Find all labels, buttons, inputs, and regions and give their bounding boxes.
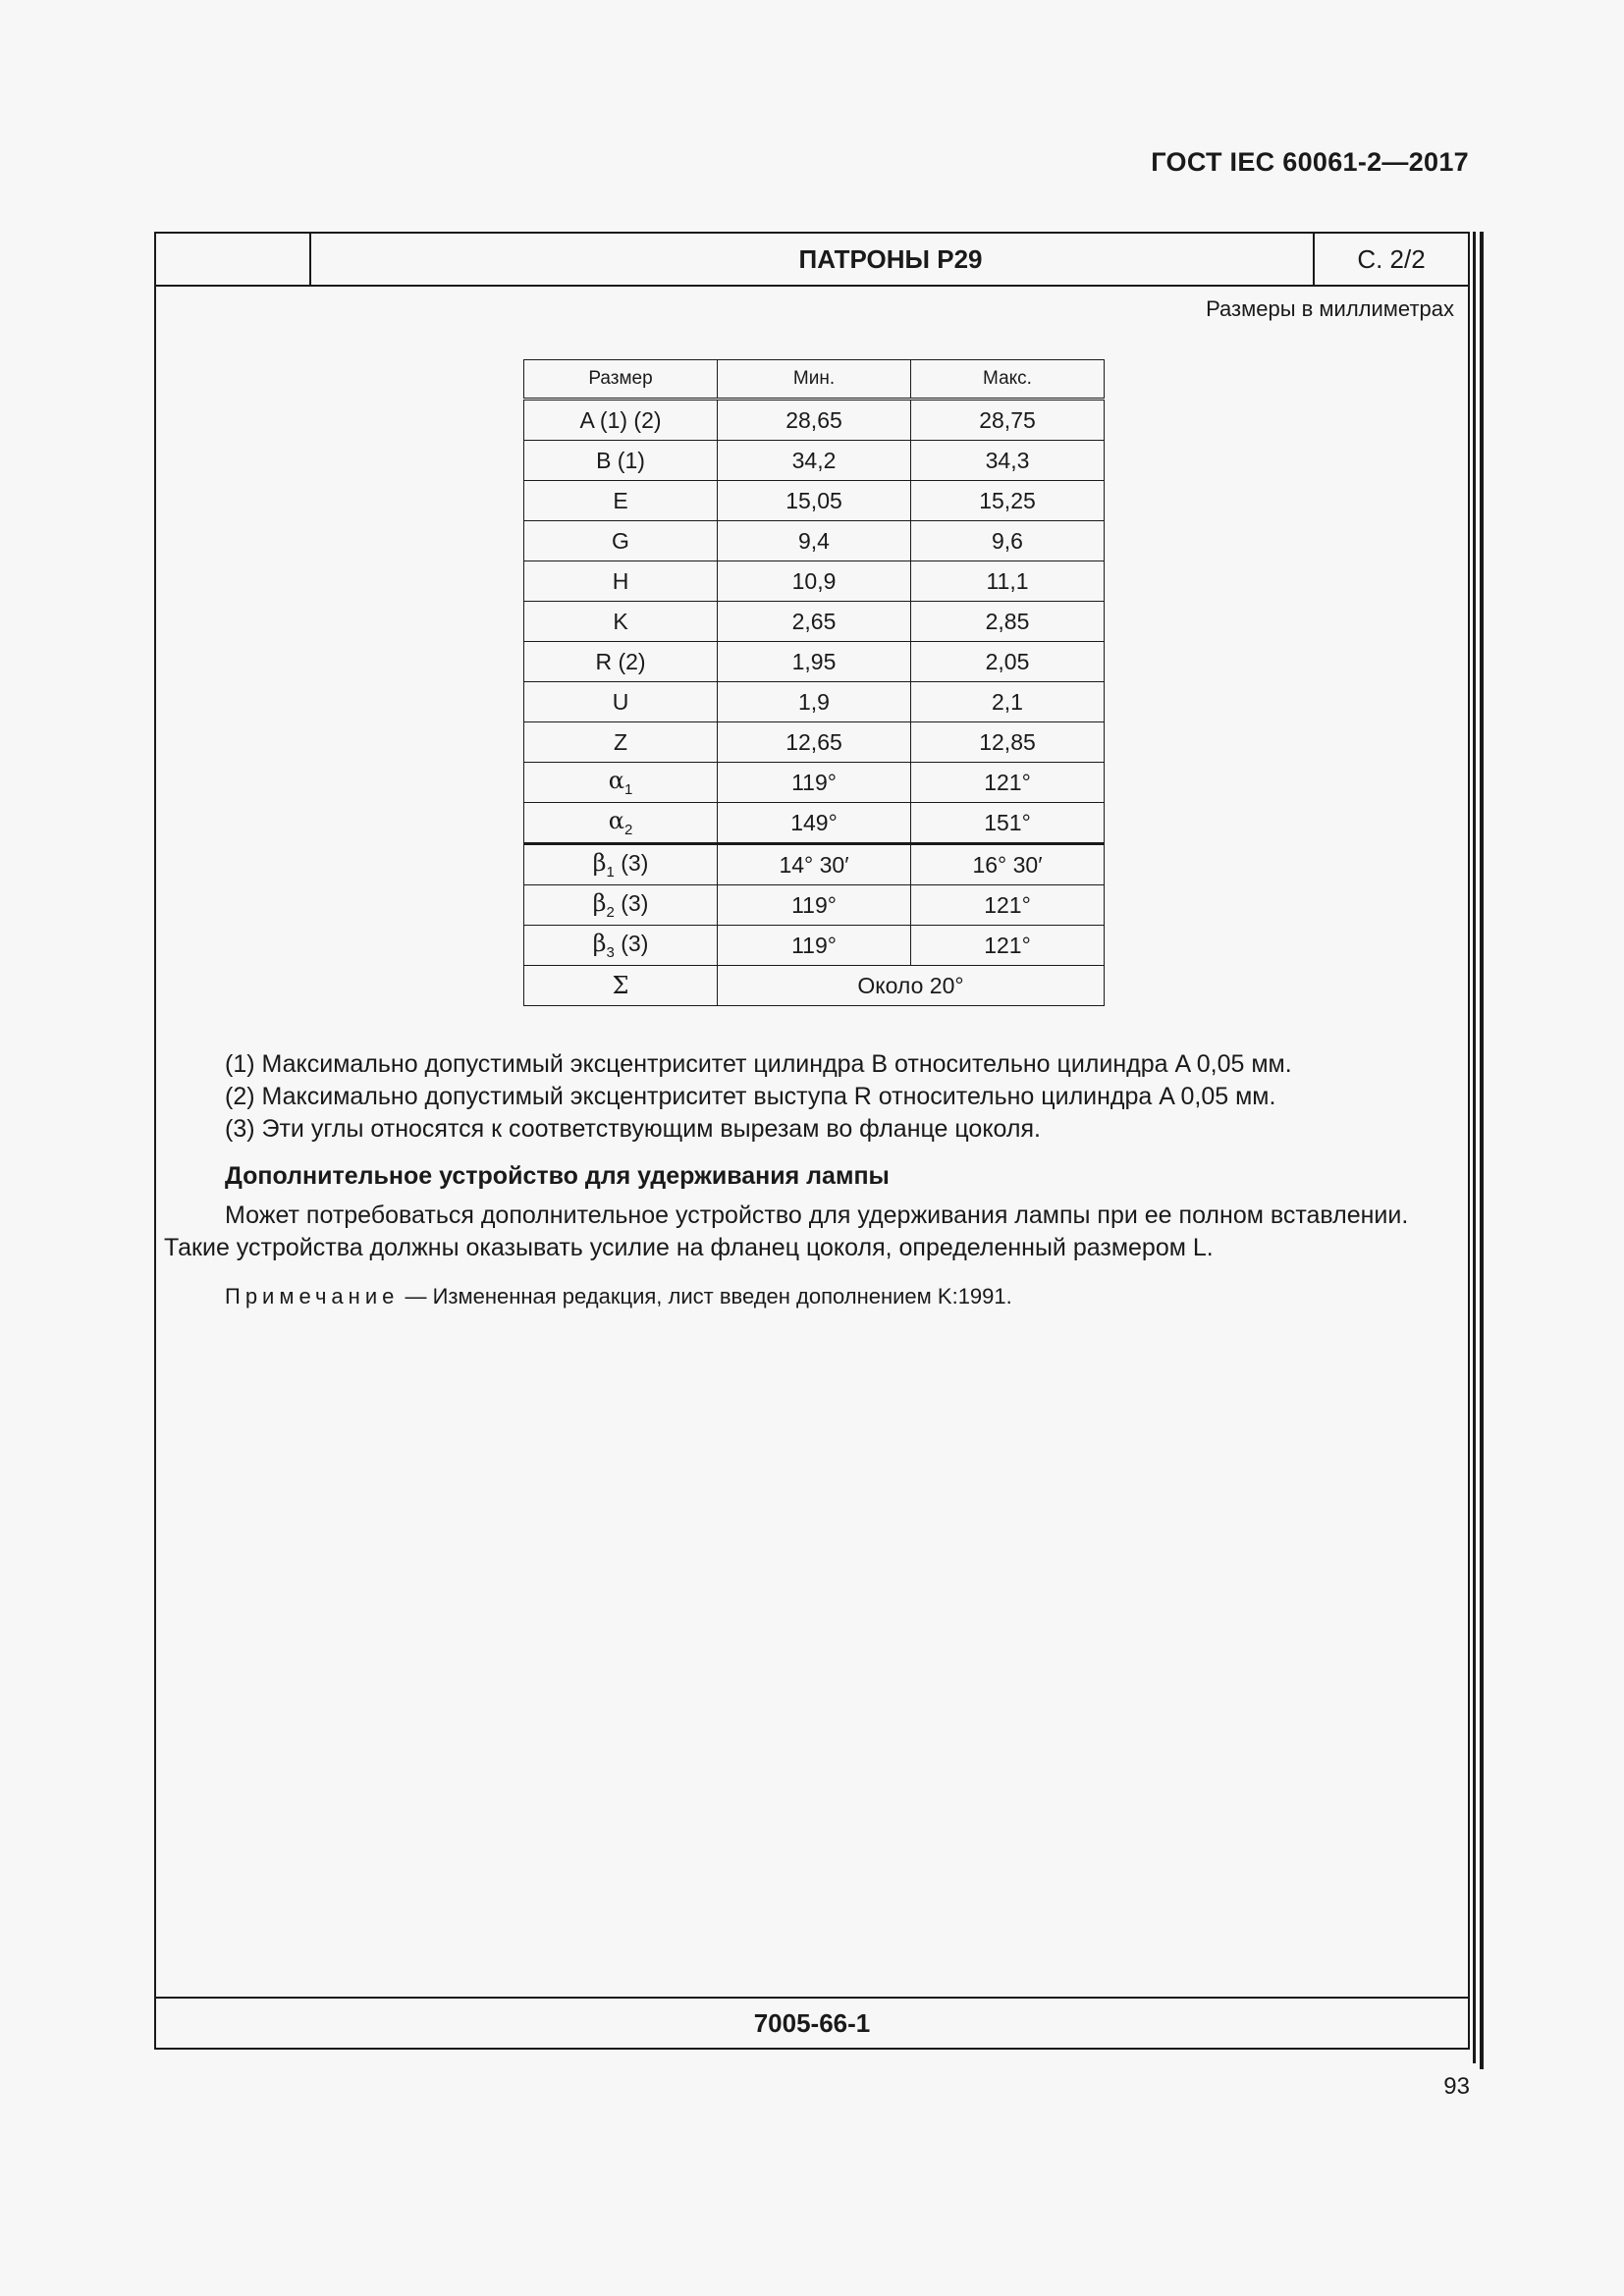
footnote: (2) Максимально допустимый эксцентриситет выступа R относительно цилиндра A 0,05 мм. xyxy=(225,1083,1276,1110)
size-cell: B (1) xyxy=(524,441,718,481)
size-cell: Z xyxy=(524,722,718,763)
max-cell: 2,1 xyxy=(911,682,1105,722)
footnotes xyxy=(225,1048,1442,1146)
table-header-row xyxy=(524,360,1105,400)
remark xyxy=(225,1284,1012,1309)
size-cell xyxy=(524,885,718,926)
size-cell xyxy=(524,763,718,803)
max-cell: 11,1 xyxy=(911,561,1105,602)
size-symbol: β xyxy=(592,849,607,878)
body-paragraph: Может потребоваться дополнительное устройство для удерживания лампы при ее полном вставлении. Такие устройства должны оказывать усилие на фланец цоколя, определенный размером L. xyxy=(164,1201,1409,1261)
remark-label: Примечание xyxy=(225,1284,400,1308)
max-cell: 16° 30′ xyxy=(911,844,1105,885)
size-suffix: (3) xyxy=(614,931,649,957)
table-row xyxy=(524,602,1105,642)
min-cell: 28,65 xyxy=(718,400,911,441)
min-cell: 119° xyxy=(718,763,911,803)
size-subscript: 1 xyxy=(606,863,615,881)
table-row xyxy=(524,844,1105,885)
max-cell: 121° xyxy=(911,885,1105,926)
size-cell xyxy=(524,803,718,844)
header-left-cell xyxy=(156,234,311,285)
units-note: Размеры в миллиметрах xyxy=(1206,296,1454,321)
column-header-size: Размер xyxy=(524,360,718,400)
table-row xyxy=(524,441,1105,481)
size-suffix: (3) xyxy=(614,890,649,917)
table-row xyxy=(524,966,1105,1006)
size-cell: U xyxy=(524,682,718,722)
max-cell: 12,85 xyxy=(911,722,1105,763)
table-row xyxy=(524,481,1105,521)
max-cell: 151° xyxy=(911,803,1105,844)
table-body xyxy=(524,400,1105,1006)
column-header-max: Макс. xyxy=(911,360,1105,400)
size-symbol: α xyxy=(608,807,624,835)
section-title: Дополнительное устройство для удерживания лампы xyxy=(225,1162,890,1190)
table-row xyxy=(524,885,1105,926)
size-cell: R (2) xyxy=(524,642,718,682)
table-row xyxy=(524,803,1105,844)
size-suffix: (3) xyxy=(614,850,649,877)
sheet-footer: 7005-66-1 xyxy=(156,1997,1468,2048)
footnote: (3) Эти углы относятся к соответствующим вырезам во фланце цоколя. xyxy=(225,1115,1041,1143)
page-number: 93 xyxy=(1443,2073,1470,2100)
table-row xyxy=(524,521,1105,561)
table-row xyxy=(524,682,1105,722)
size-symbol: β xyxy=(592,930,607,958)
min-cell: 34,2 xyxy=(718,441,911,481)
min-cell: 14° 30′ xyxy=(718,844,911,885)
size-cell: G xyxy=(524,521,718,561)
size-cell: H xyxy=(524,561,718,602)
remark-text: Измененная редакция, лист введен дополнением K:1991. xyxy=(432,1284,1012,1308)
remark-dash: — xyxy=(405,1284,427,1308)
size-subscript: 2 xyxy=(623,821,633,838)
table-row xyxy=(524,763,1105,803)
sheet-page-label: С. 2/2 xyxy=(1313,234,1468,285)
max-cell: 121° xyxy=(911,763,1105,803)
max-cell: 34,3 xyxy=(911,441,1105,481)
max-cell: 2,05 xyxy=(911,642,1105,682)
table-row xyxy=(524,722,1105,763)
frame-shadow-line xyxy=(1480,232,1484,2069)
size-cell: A (1) (2) xyxy=(524,400,718,441)
merged-value-cell: Около 20° xyxy=(718,966,1105,1006)
sheet-header xyxy=(156,234,1468,287)
table-row xyxy=(524,400,1105,441)
min-cell: 119° xyxy=(718,885,911,926)
size-cell xyxy=(524,844,718,885)
table-row xyxy=(524,926,1105,966)
size-subscript: 1 xyxy=(623,780,633,798)
min-cell: 1,95 xyxy=(718,642,911,682)
size-symbol: β xyxy=(592,889,607,918)
max-cell: 121° xyxy=(911,926,1105,966)
size-subscript: 3 xyxy=(606,943,615,961)
max-cell: 9,6 xyxy=(911,521,1105,561)
size-cell: Σ xyxy=(524,966,718,1006)
table-row xyxy=(524,561,1105,602)
min-cell: 10,9 xyxy=(718,561,911,602)
size-symbol: α xyxy=(608,767,624,795)
sheet-frame xyxy=(154,232,1470,2050)
max-cell: 15,25 xyxy=(911,481,1105,521)
min-cell: 2,65 xyxy=(718,602,911,642)
document-code: ГОСТ IEC 60061-2—2017 xyxy=(1151,147,1469,177)
max-cell: 2,85 xyxy=(911,602,1105,642)
min-cell: 119° xyxy=(718,926,911,966)
size-subscript: 2 xyxy=(606,903,615,921)
min-cell: 1,9 xyxy=(718,682,911,722)
size-cell: E xyxy=(524,481,718,521)
dimensions-table xyxy=(523,359,1105,1006)
frame-shadow-line xyxy=(1473,232,1476,2063)
min-cell: 15,05 xyxy=(718,481,911,521)
column-header-min: Мин. xyxy=(718,360,911,400)
sheet-title: ПАТРОНЫ P29 xyxy=(798,244,983,274)
size-cell: K xyxy=(524,602,718,642)
min-cell: 9,4 xyxy=(718,521,911,561)
min-cell: 12,65 xyxy=(718,722,911,763)
size-cell xyxy=(524,926,718,966)
min-cell: 149° xyxy=(718,803,911,844)
footnote: (1) Максимально допустимый эксцентриситет цилиндра B относительно цилиндра A 0,05 мм. xyxy=(225,1050,1292,1078)
max-cell: 28,75 xyxy=(911,400,1105,441)
table-row xyxy=(524,642,1105,682)
